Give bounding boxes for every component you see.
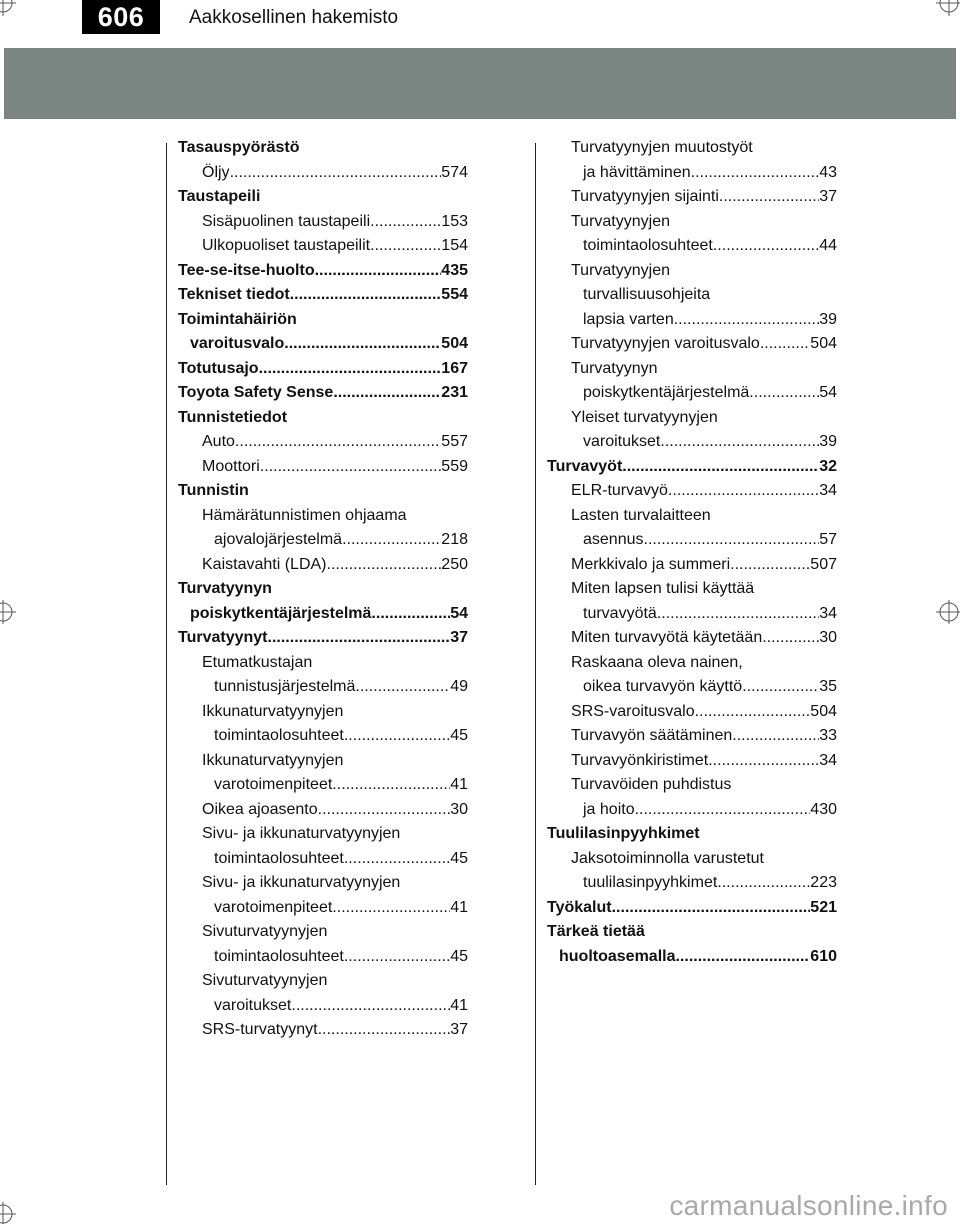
index-entry-text: Miten lapsen tulisi käyttää [571, 580, 755, 597]
index-entry-page: 54 [450, 604, 468, 622]
index-entry [547, 700, 837, 725]
leader-dots [749, 381, 819, 406]
index-entry-text: Lasten turvalaitteen [571, 506, 711, 524]
index-entry [547, 553, 837, 578]
index-entry-text: tuulilasinpyyhkimet [583, 874, 718, 891]
index-entry-text: Tekniset tiedot [178, 286, 290, 303]
leader-dots [318, 1018, 451, 1043]
index-entry-page: 218 [441, 531, 468, 548]
leader-dots [290, 283, 442, 308]
index-entry-page: 54 [819, 384, 837, 401]
index-entry-text: Auto [202, 433, 235, 450]
column-divider-right [535, 143, 536, 1185]
index-entry-text: SRS-turvatyynyt [202, 1021, 318, 1038]
index-entry-text: varoitusvalo [190, 335, 285, 352]
leader-dots [695, 700, 811, 725]
index-entry [547, 308, 837, 333]
index-entry [547, 479, 837, 504]
index-entry [178, 1018, 468, 1043]
index-entry-page: 153 [441, 212, 468, 230]
index-entry [178, 724, 468, 749]
index-entry-page: 32 [819, 457, 837, 475]
page-title: Aakkosellinen hakemisto [189, 7, 399, 28]
index-entry-text: SRS-varoitusvalo [571, 702, 695, 720]
index-entry [178, 969, 468, 994]
index-entry [547, 724, 837, 749]
index-entry-page: 167 [441, 359, 468, 377]
leader-dots [327, 553, 442, 578]
index-entry [547, 822, 837, 847]
index-entry [178, 504, 468, 529]
leader-dots [657, 602, 819, 627]
index-entry [178, 651, 468, 676]
index-entry-page: 43 [819, 163, 837, 181]
index-entry [547, 357, 837, 382]
index-entry-page: 250 [441, 555, 468, 573]
index-entry [547, 136, 837, 161]
leader-dots [719, 185, 819, 210]
index-entry-text: Turvatyynyjen [571, 261, 670, 279]
index-entry-page: 610 [810, 947, 837, 965]
index-entry [547, 626, 837, 651]
index-entry [178, 406, 468, 431]
index-entry-text: Kaistavahti (LDA) [202, 555, 327, 573]
index-entry [178, 994, 468, 1019]
index-entry [547, 504, 837, 529]
index-entry-text: poiskytkentäjärjestelmä [190, 604, 372, 622]
index-entry-text: Öljy [202, 163, 230, 181]
index-entry [178, 185, 468, 210]
index-entry [547, 920, 837, 945]
index-entry-page: 37 [450, 629, 468, 646]
leader-dots [717, 871, 810, 896]
index-entry-text: Turvavyönkiristimet [571, 751, 709, 769]
index-entry [178, 675, 468, 700]
index-entry-text: Tuulilasinpyyhkimet [547, 825, 700, 842]
index-entry-page: 557 [441, 433, 468, 450]
index-entry-text: Ulkopuoliset taustapeilit [202, 237, 371, 254]
index-entry-page: 34 [819, 482, 837, 499]
index-entry-text: Turvatyynyjen varoitusvalo [571, 335, 760, 352]
registration-mark-icon [0, 1200, 24, 1224]
index-entry-page: 39 [819, 310, 837, 328]
leader-dots [344, 847, 450, 872]
index-entry-page: 559 [441, 457, 468, 475]
index-entry [178, 896, 468, 921]
index-entry-page: 554 [441, 286, 468, 303]
index-entry [178, 210, 468, 235]
index-entry-text: Turvatyynyt [178, 629, 268, 646]
index-entry [178, 749, 468, 774]
index-column-left [178, 136, 468, 1043]
index-entry-text: Tärkeä tietää [547, 923, 645, 940]
index-entry-page: 34 [819, 604, 837, 622]
index-entry-page: 57 [819, 531, 837, 548]
index-entry-text: Oikea ajoasento [202, 800, 318, 818]
index-entry [547, 259, 837, 284]
index-entry-text: ajovalojärjestelmä [214, 531, 343, 548]
index-entry-text: Raskaana oleva nainen, [571, 653, 743, 671]
index-entry [547, 871, 837, 896]
index-entry [178, 773, 468, 798]
index-entry-page: 45 [450, 727, 468, 744]
index-entry-text: lapsia varten [583, 310, 674, 328]
index-entry-page: 44 [819, 237, 837, 254]
index-entry-text: Sivuturvatyynyjen [202, 923, 328, 940]
leader-dots [230, 161, 442, 186]
index-entry-text: turvavyötä [583, 604, 657, 622]
index-entry-text: oikea turvavyön käyttö [583, 678, 743, 695]
index-entry [178, 430, 468, 455]
index-entry-text: Turvavöiden puhdistus [571, 776, 732, 793]
index-entry [178, 798, 468, 823]
index-entry-text: Toyota Safety Sense [178, 384, 334, 401]
index-entry-text: Turvatyynyjen sijainti [571, 188, 719, 205]
index-entry [547, 798, 837, 823]
leader-dots [713, 234, 819, 259]
index-entry-page: 41 [450, 996, 468, 1014]
index-entry [178, 528, 468, 553]
index-entry-text: Toimintahäiriön [178, 310, 297, 328]
leader-dots [342, 528, 441, 553]
leader-dots [674, 308, 819, 333]
leader-dots [344, 724, 450, 749]
index-entry [178, 822, 468, 847]
index-entry [178, 455, 468, 480]
index-entry-page: 39 [819, 433, 837, 450]
index-entry-page: 41 [450, 898, 468, 916]
index-entry-text: Yleiset turvatyynyjen [571, 408, 718, 426]
leader-dots [370, 234, 441, 259]
index-entry [178, 945, 468, 970]
index-entry-text: toimintaolosuhteet [214, 727, 344, 744]
index-entry [547, 945, 837, 970]
index-entry-text: Tunnistin [178, 482, 249, 499]
index-entry-page: 231 [441, 384, 468, 401]
index-entry-page: 430 [810, 800, 837, 818]
watermark: carmanualsonline.info [669, 1190, 948, 1221]
leader-dots [268, 626, 451, 651]
index-entry [178, 283, 468, 308]
index-entry-text: Etumatkustajan [202, 653, 313, 671]
index-entry-page: 507 [810, 555, 837, 573]
index-entry [547, 161, 837, 186]
index-entry-page: 30 [450, 800, 468, 818]
column-divider-left [166, 143, 167, 1185]
registration-mark-icon [0, 0, 24, 24]
index-entry [547, 577, 837, 602]
index-entry [547, 406, 837, 431]
leader-dots [355, 675, 450, 700]
index-entry-text: Turvatyynyn [571, 359, 658, 377]
leader-dots [259, 357, 442, 382]
leader-dots [332, 773, 450, 798]
index-entry-text: Sisäpuolinen taustapeili [202, 212, 371, 230]
header-band [4, 48, 956, 119]
index-entry-text: tunnistusjärjestelmä [214, 678, 356, 695]
leader-dots [291, 994, 450, 1019]
index-entry-text: Jaksotoiminnolla varustetut [571, 849, 764, 867]
index-entry [178, 920, 468, 945]
index-entry-text: Moottori [202, 457, 260, 475]
index-entry-page: 33 [819, 727, 837, 744]
index-entry-text: Työkalut [547, 898, 612, 916]
index-entry-text: asennus [583, 531, 644, 548]
index-entry [178, 259, 468, 284]
index-entry-page: 41 [450, 776, 468, 793]
index-entry [178, 871, 468, 896]
registration-mark-icon [0, 596, 24, 628]
index-entry [178, 553, 468, 578]
leader-dots [668, 479, 819, 504]
index-entry [547, 749, 837, 774]
registration-mark-icon [936, 0, 960, 24]
index-entry-text: Sivu- ja ikkunaturvatyynyjen [202, 874, 401, 891]
index-entry-page: 574 [441, 163, 468, 181]
index-entry-text: Miten turvavyötä käytetään [571, 629, 763, 646]
leader-dots [708, 749, 819, 774]
index-entry-page: 521 [810, 898, 837, 916]
leader-dots [370, 210, 441, 235]
leader-dots [315, 259, 442, 284]
index-entry [178, 308, 468, 333]
leader-dots [730, 553, 810, 578]
index-entry-page: 35 [819, 678, 837, 695]
index-entry [178, 357, 468, 382]
index-entry-text: poiskytkentäjärjestelmä [583, 384, 750, 401]
index-entry [178, 161, 468, 186]
index-entry-page: 504 [810, 335, 837, 352]
index-entry-text: Turvatyynyjen [571, 212, 670, 230]
index-entry [547, 847, 837, 872]
index-entry [178, 847, 468, 872]
leader-dots [612, 896, 811, 921]
leader-dots [332, 896, 450, 921]
index-entry-text: Turvatyynyn [178, 580, 272, 597]
index-entry-text: varoitukset [583, 433, 661, 450]
index-entry [547, 381, 837, 406]
index-entry-page: 504 [810, 702, 837, 720]
index-entry [547, 455, 837, 480]
leader-dots [732, 724, 819, 749]
leader-dots [333, 381, 441, 406]
index-entry [178, 136, 468, 161]
leader-dots [260, 455, 442, 480]
leader-dots [760, 332, 810, 357]
index-entry-page: 223 [810, 874, 837, 891]
leader-dots [691, 161, 820, 186]
index-entry-text: Tunnistetiedot [178, 408, 288, 426]
index-entry-text: Merkkivalo ja summeri [571, 555, 731, 573]
index-entry-text: Ikkunaturvatyynyjen [202, 751, 344, 769]
index-entry [547, 773, 837, 798]
index-entry-text: ja hävittäminen [583, 163, 691, 181]
leader-dots [344, 945, 450, 970]
index-entry [547, 528, 837, 553]
index-entry-page: 45 [450, 849, 468, 867]
index-entry-text: Taustapeili [178, 188, 261, 205]
index-entry-text: toimintaolosuhteet [583, 237, 713, 254]
index-entry-text: toimintaolosuhteet [214, 947, 344, 965]
index-entry-page: 37 [450, 1021, 468, 1038]
index-entry-text: Sivu- ja ikkunaturvatyynyjen [202, 825, 401, 842]
index-entry-text: turvallisuusohjeita [583, 286, 711, 303]
leader-dots [235, 430, 441, 455]
registration-mark-icon [936, 596, 960, 628]
index-entry-page: 37 [819, 188, 837, 205]
leader-dots [660, 430, 819, 455]
index-entry [178, 577, 468, 602]
index-entry-page: 34 [819, 751, 837, 769]
index-entry [547, 332, 837, 357]
index-entry [178, 626, 468, 651]
index-entry [547, 896, 837, 921]
leader-dots [644, 528, 820, 553]
page-number: 606 [97, 1, 145, 32]
index-entry-text: varoitukset [214, 996, 292, 1014]
index-entry-page: 154 [441, 237, 468, 254]
index-entry [547, 430, 837, 455]
index-entry-text: Turvatyynyjen muutostyöt [571, 139, 753, 156]
index-entry-text: varotoimenpiteet [214, 776, 333, 793]
index-entry-text: Tasauspyörästö [178, 139, 300, 156]
page-number-tab [82, 0, 160, 34]
index-entry-page: 504 [441, 335, 468, 352]
index-entry-text: varotoimenpiteet [214, 898, 333, 916]
index-entry [547, 675, 837, 700]
index-entry-text: Ikkunaturvatyynyjen [202, 702, 344, 720]
index-entry [178, 381, 468, 406]
leader-dots [371, 602, 450, 627]
leader-dots [762, 626, 819, 651]
index-entry-page: 30 [819, 629, 837, 646]
leader-dots [635, 798, 811, 823]
index-entry [547, 283, 837, 308]
index-entry-page: 435 [441, 261, 468, 279]
index-entry-text: ja hoito [583, 800, 635, 818]
index-entry [547, 185, 837, 210]
index-entry-page: 45 [450, 947, 468, 965]
index-entry-text: Turvavyöt [547, 457, 623, 475]
index-entry [547, 651, 837, 676]
index-entry-text: Hämärätunnistimen ohjaama [202, 506, 407, 524]
index-entry-text: Totutusajo [178, 359, 259, 377]
index-entry [178, 700, 468, 725]
index-entry-page: 49 [450, 678, 468, 695]
leader-dots [675, 945, 810, 970]
index-entry-text: Turvavyön säätäminen [571, 727, 733, 744]
index-entry [178, 332, 468, 357]
index-entry-text: huoltoasemalla [559, 947, 676, 965]
index-entry-text: toimintaolosuhteet [214, 849, 344, 867]
leader-dots [318, 798, 451, 823]
index-entry [547, 210, 837, 235]
index-entry-text: Tee-se-itse-huolto [178, 261, 315, 279]
index-entry [547, 234, 837, 259]
index-entry [547, 602, 837, 627]
index-column-right [547, 136, 837, 969]
index-entry [178, 234, 468, 259]
index-entry [178, 602, 468, 627]
leader-dots [284, 332, 441, 357]
leader-dots [622, 455, 819, 480]
leader-dots [742, 675, 819, 700]
index-entry-text: ELR-turvavyö [571, 482, 668, 499]
index-entry [178, 479, 468, 504]
index-entry-text: Sivuturvatyynyjen [202, 972, 328, 989]
